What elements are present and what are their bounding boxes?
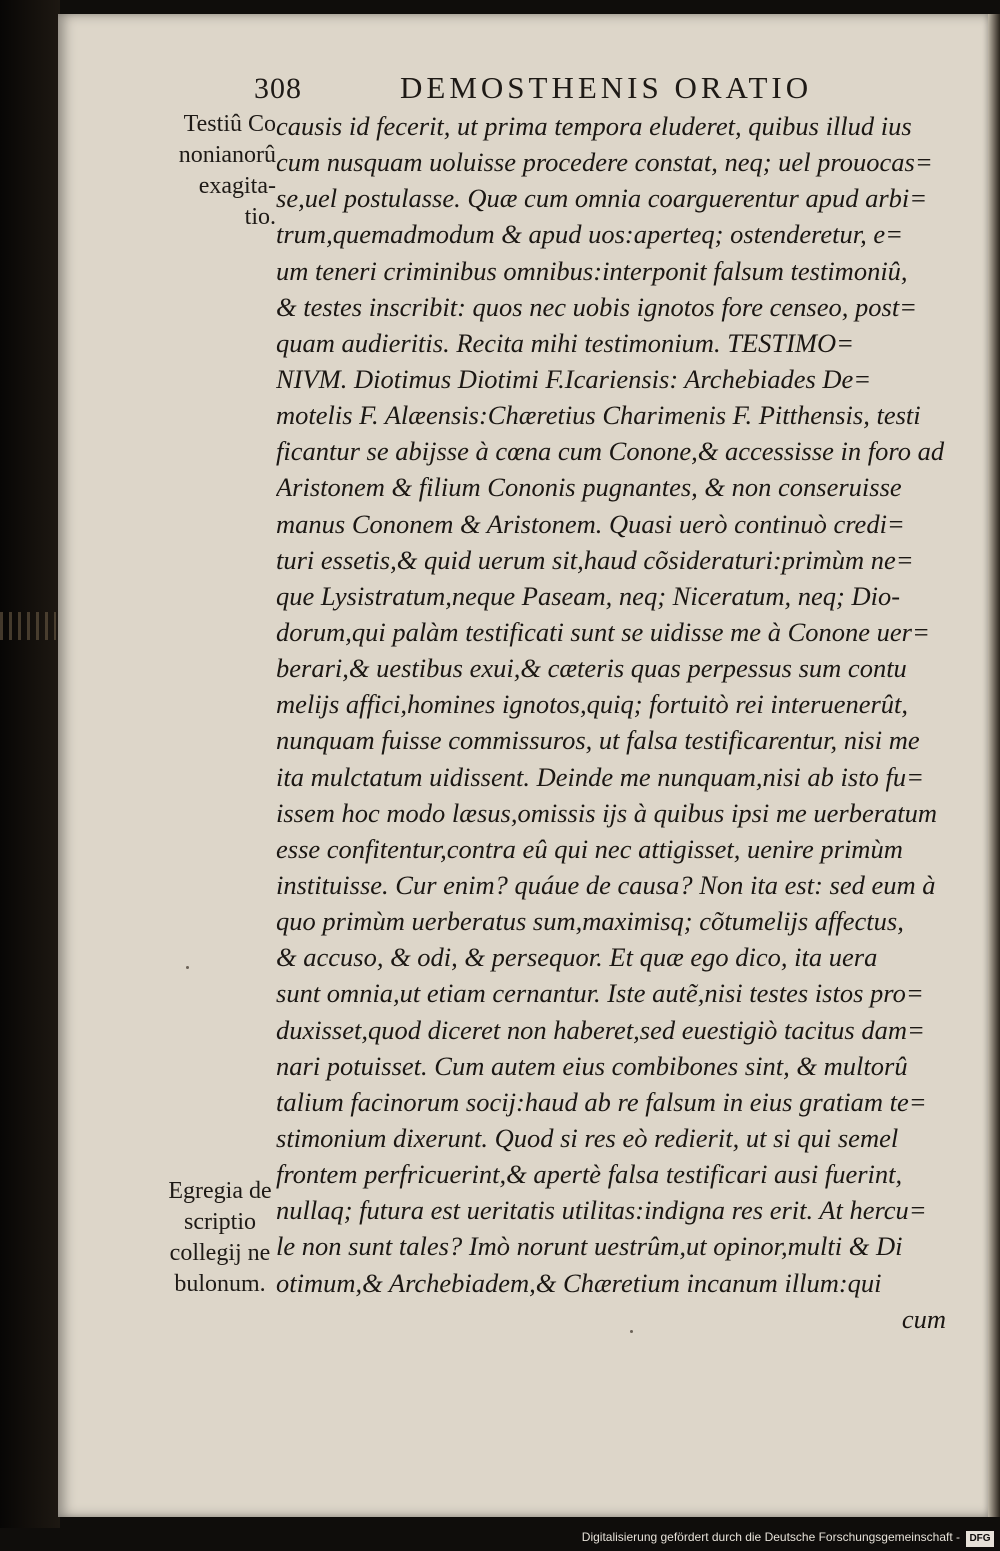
- text-line: talium facinorum socij:haud ab re falsum in eius gratiam te=: [276, 1086, 927, 1117]
- text-line: issem hoc modo læsus,omissis ijs à quibus ipsi me uerberatum: [276, 797, 938, 828]
- text-line: frontem perfricuerint,& apertè falsa testificari ausi fuerint,: [276, 1159, 903, 1190]
- footer-bar: [0, 1528, 1000, 1551]
- marginal-note-line: scriptio: [184, 1209, 256, 1235]
- text-line: quam audieritis. Recita mihi testimonium. TESTIMO=: [276, 327, 855, 358]
- marginal-note-line: exagita-: [198, 173, 276, 199]
- text-line: sunt omnia,ut etiam cernantur. Iste autẽ,nisi testes istos pro=: [276, 978, 924, 1009]
- text-line: & testes inscribit: quos nec uobis ignotos fore censeo, post=: [276, 291, 918, 322]
- text-line: NIVM. Diotimus Diotimi F.Icariensis: Archebiades De=: [276, 363, 872, 394]
- text-line: berari,& uestibus exui,& cæteris quas perpessus sum contu: [276, 653, 907, 684]
- marginal-note-line: Egregia de: [168, 1178, 272, 1204]
- text-line: stimonium dixerunt. Quod si res eò redierit, ut si qui semel: [276, 1122, 899, 1153]
- catchword: cum: [901, 1303, 946, 1334]
- page-header: [200, 70, 940, 110]
- text-line: causis id fecerit, ut prima tempora eluderet, quibus illud ius: [276, 111, 912, 141]
- page-edge: [988, 14, 1000, 1517]
- body-text: [276, 108, 956, 1337]
- text-line: que Lysistratum,neque Paseam, neq; Niceratum, neq; Dio-: [276, 580, 901, 611]
- marginal-note-line: collegij ne: [169, 1240, 271, 1266]
- marginal-note-description: [150, 1176, 290, 1300]
- marginal-note-line: Testiû Co: [183, 111, 276, 137]
- text-line: ficantur se abijsse à cœna cum Conone,& accessisse in foro ad: [276, 436, 945, 467]
- text-line: dorum,qui palàm testificati sunt se uidisse me à Conone uer=: [276, 616, 930, 647]
- text-line: nullaq; futura est ueritatis utilitas:indigna res erit. At hercu=: [276, 1195, 927, 1226]
- text-line: ita mulctatum uidissent. Deinde me nunquam,nisi ab isto fu=: [276, 761, 924, 792]
- text-line: & accuso, & odi, & persequor. Et quæ ego dico, ita uera: [276, 942, 878, 973]
- text-line: Aristonem & filium Cononis pugnantes, & non conseruisse: [276, 472, 902, 503]
- running-title: DEMOSTHENIS ORATIO: [400, 70, 813, 105]
- text-line: nunquam fuisse commissuros, ut falsa testificarentur, nisi me: [276, 725, 920, 756]
- marginal-note-witnesses: [140, 109, 276, 233]
- text-line: cum nusquam uoluisse procedere constat, neq; uel prouocas=: [276, 147, 933, 178]
- text-line: le non sunt tales? Imò norunt uestrûm,ut opinor,multi & Di: [276, 1231, 903, 1262]
- marginal-note-line: tio.: [244, 204, 276, 230]
- text-line: trum,quemadmodum & apud uos:aperteq; ostenderetur, e=: [276, 219, 904, 250]
- paper-speck: [630, 1330, 633, 1333]
- marginal-note-line: bulonum.: [174, 1271, 266, 1297]
- footer-credit: Digitalisierung gefördert durch die Deutsche Forschungsgemeinschaft -: [581, 1530, 960, 1544]
- text-line: motelis F. Alæensis:Chæretius Charimenis F. Pitthensis, testi: [276, 400, 921, 431]
- text-line: melijs affici,homines ignotos,quiq; fortuitò rei interuenerût,: [276, 689, 909, 720]
- text-line: quo primùm uerberatus sum,maximisq; cõtumelijs affectus,: [276, 906, 904, 937]
- paper-speck: [186, 966, 189, 969]
- marginal-note-line: nonianorû: [178, 142, 276, 168]
- book-binding: [0, 0, 60, 1551]
- text-line: esse confitentur,contra eû qui nec attigisset, uenire primùm: [276, 833, 903, 864]
- text-line: nari potuisset. Cum autem eius combibones sint, & multorû: [276, 1050, 908, 1081]
- text-line: um teneri criminibus omnibus:interponit falsum testimoniû,: [276, 255, 908, 286]
- text-line: instituisse. Cur enim? quáue de causa? Non ita est: sed eum à: [276, 869, 936, 900]
- text-line: se,uel postulasse. Quæ cum omnia coarguerentur apud arbi=: [276, 183, 928, 214]
- text-line: turi essetis,& quid uerum sit,haud cõsideraturi:primùm ne=: [276, 544, 914, 575]
- text-line: otimum,& Archebiadem,& Chæretium incanum illum:qui: [276, 1267, 882, 1298]
- text-line: manus Cononem & Aristonem. Quasi uerò continuò credi=: [276, 508, 905, 539]
- dfg-logo: DFG: [966, 1531, 994, 1547]
- binding-stitch: [0, 612, 56, 640]
- page-number: 308: [254, 72, 302, 105]
- text-line: duxisset,quod diceret non haberet,sed euestigiò tacitus dam=: [276, 1014, 925, 1045]
